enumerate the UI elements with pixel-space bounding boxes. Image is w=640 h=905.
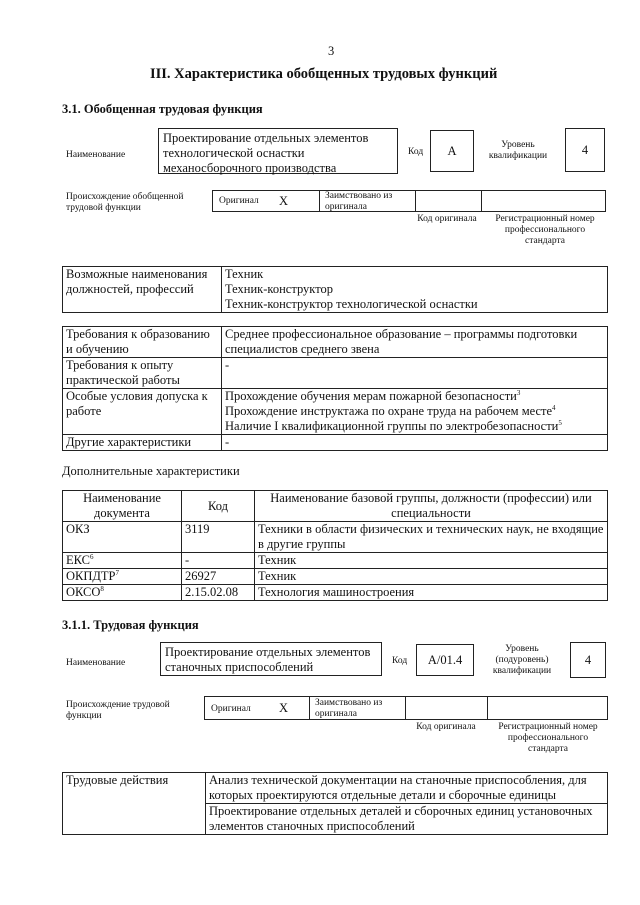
additional-table (62, 490, 608, 601)
tf-origin-row (204, 696, 608, 720)
page-number: 3 (328, 44, 335, 58)
gtf-level-value: 4 (581, 143, 589, 157)
requirement-value: - (222, 358, 608, 389)
actions-label: Трудовые действия (63, 773, 206, 835)
cell-code: - (182, 553, 255, 569)
admission-condition: Прохождение инструктажа по охране труда на рабочем месте (225, 404, 553, 418)
requirement-row (63, 327, 608, 358)
cell-code: 2.15.02.08 (182, 585, 255, 601)
gtf-original-mark: X (279, 194, 289, 208)
action-item: Анализ технической документации на станочные приспособления, для которых проектируются отдельные детали и сборочные единицы (206, 773, 608, 804)
requirement-row (63, 389, 608, 435)
requirement-row (63, 358, 608, 389)
gtf-level-label: Уровень квалификации (488, 140, 548, 161)
footnote-ref: 3 (516, 388, 521, 397)
header-base-group: Наименование базовой группы, должности (профессии) или специальности (255, 491, 608, 522)
gtf-code-box (430, 130, 474, 172)
gtf-level-box (565, 128, 605, 172)
tf-code-label: Код (392, 656, 408, 666)
footnote-ref: 4 (552, 403, 556, 412)
tf-origin-label: Происхождение трудовой функции (66, 700, 170, 721)
table-row (63, 553, 608, 569)
gtf-name-label: Наименование (66, 150, 126, 160)
tf-level-value: 4 (584, 653, 592, 667)
tf-name-box (160, 642, 382, 676)
position-item: Техник (225, 267, 264, 281)
tf-code-box (416, 644, 474, 676)
cell-name: Техник (255, 569, 608, 585)
tf-code-original-caption: Код оригинала (416, 722, 476, 732)
gtf-code-original-caption: Код оригинала (417, 214, 477, 224)
tf-level-box (570, 642, 606, 678)
cell-document: ЕКС$^6$ (63, 553, 182, 569)
gtf-origin-label: Происхождение обобщенной трудовой функции (66, 192, 184, 213)
cell-name: Техник (255, 553, 608, 569)
gtf-borrowed-label: Заимствовано из оригинала (325, 191, 393, 212)
tf-original-mark: X (279, 701, 289, 715)
tf-level-label: Уровень (подуровень) квалификации (492, 644, 552, 676)
table-row (63, 585, 608, 601)
positions-table (62, 266, 608, 313)
gtf-original-label: Оригинал (219, 196, 259, 206)
header-document: Наименование документа (63, 491, 182, 522)
table-row (63, 773, 608, 804)
table-row (63, 569, 608, 585)
gtf-name-value: Проектирование отдельных элементов технологической оснастки механосборочного производства (163, 131, 369, 175)
cell-code: 26927 (182, 569, 255, 585)
cell-name: Техники в области физических и технических наук, не входящие в другие группы (255, 522, 608, 553)
tf-reg-number-caption: Регистрационный номер профессионального стандарта (498, 722, 598, 754)
gtf-name-box (158, 128, 398, 174)
table-header-row (63, 491, 608, 522)
tf-code-value: А/01.4 (427, 653, 463, 667)
requirement-row (63, 435, 608, 451)
requirement-label: Другие характеристики (63, 435, 222, 451)
requirement-value: - (222, 435, 608, 451)
header-code: Код (182, 491, 255, 522)
requirement-label: Требования к опыту практической работы (63, 358, 222, 389)
requirement-label: Требования к образованию и обучению (63, 327, 222, 358)
table-row (63, 522, 608, 553)
requirement-label: Особые условия допуска к работе (63, 389, 222, 435)
requirement-value: Среднее профессиональное образование – программы подготовки специалистов среднего звена (222, 327, 608, 358)
additional-heading: Дополнительные характеристики (62, 464, 240, 478)
positions-label: Возможные наименования должностей, профессий (63, 267, 222, 313)
cell-document: ОКСО$^8$ (63, 585, 182, 601)
requirements-table (62, 326, 608, 451)
tf-name-label: Наименование (66, 658, 126, 668)
position-item: Техник-конструктор (225, 282, 333, 296)
tf-heading: 3.1.1. Трудовая функция (62, 618, 199, 632)
admission-condition: Наличие I квалификационной группы по электробезопасности (225, 419, 559, 433)
cell-code: 3119 (182, 522, 255, 553)
actions-table (62, 772, 608, 835)
gtf-reg-number-caption: Регистрационный номер профессионального стандарта (495, 214, 595, 246)
cell-document: ОКЗ (63, 522, 182, 553)
admission-condition: Прохождение обучения мерам пожарной безопасности (225, 389, 517, 403)
cell-document: ОКПДТР$^7$ (63, 569, 182, 585)
tf-name-value: Проектирование отдельных элементов станочных приспособлений (165, 645, 371, 674)
tf-original-label: Оригинал (211, 704, 251, 714)
requirement-value (222, 389, 608, 435)
gtf-code-label: Код (408, 147, 424, 157)
gtf-code-value: А (447, 144, 457, 158)
footnote-ref: 5 (558, 418, 562, 427)
positions-values (222, 267, 608, 313)
gtf-heading: 3.1. Обобщенная трудовая функция (62, 102, 263, 116)
tf-borrowed-label: Заимствовано из оригинала (315, 698, 383, 719)
section-title: III. Характеристика обобщенных трудовых функций (150, 66, 498, 82)
action-item: Проектирование отдельных деталей и сборочных единиц установочных элементов станочных приспособлений (206, 804, 608, 835)
cell-name: Технология машиностроения (255, 585, 608, 601)
gtf-origin-row (212, 190, 606, 212)
position-item: Техник-конструктор технологической оснастки (225, 297, 478, 311)
